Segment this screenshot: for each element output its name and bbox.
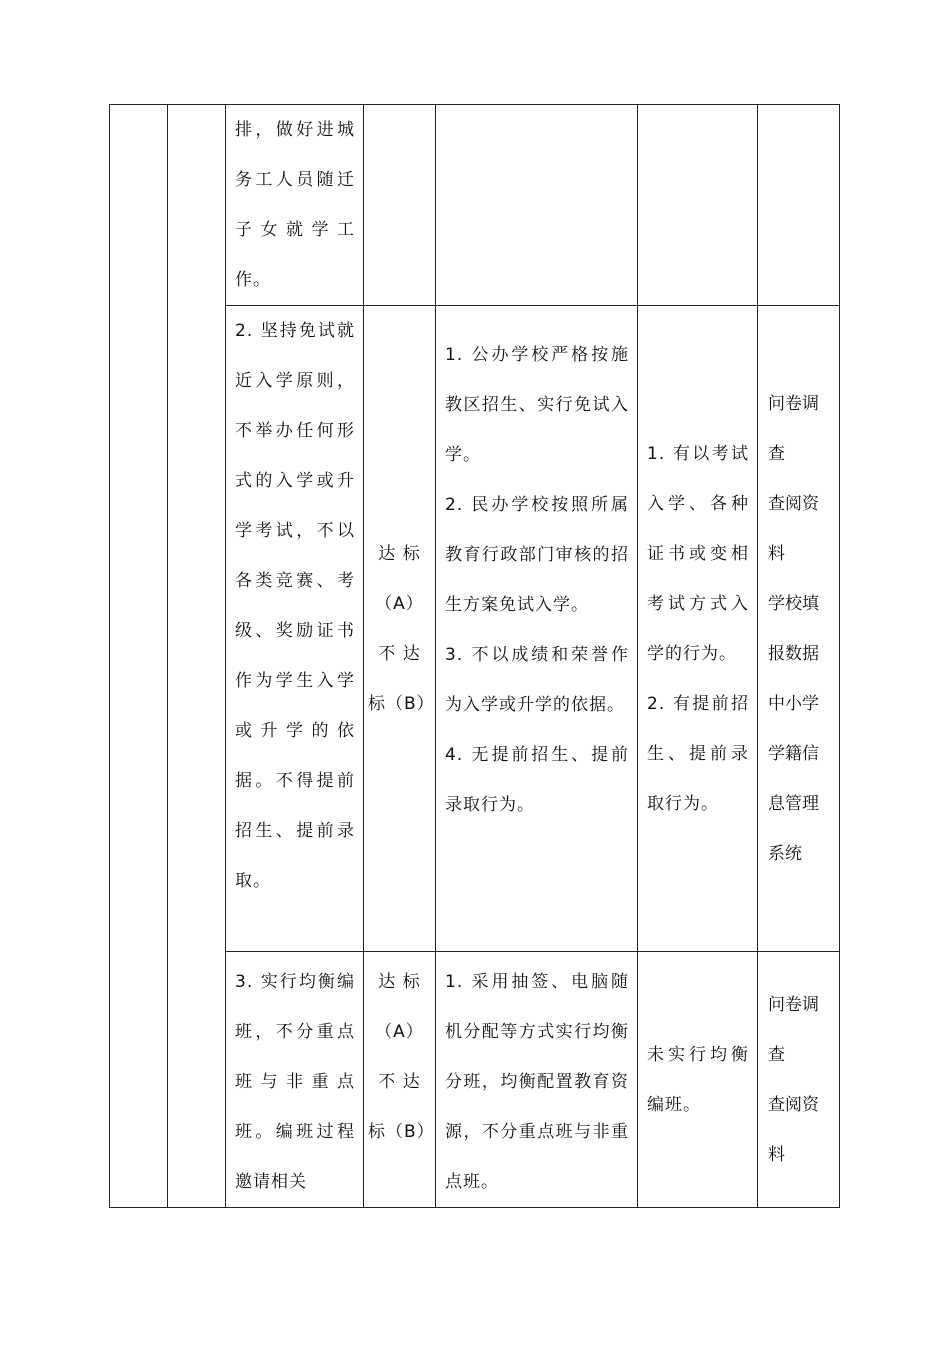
- method-line: 料: [768, 1144, 785, 1165]
- grade-line: （A）: [375, 593, 424, 614]
- criteria-item: 1. 采用抽签、电脑随机分配等方式实行均衡分班，均衡配置教育资源，不分重点班与非重点班。: [445, 972, 629, 1192]
- method-line: 系统: [768, 843, 802, 864]
- grade-line: 不 达: [378, 1072, 421, 1092]
- method-line: 查: [768, 443, 785, 464]
- criteria-item: 1. 公办学校严格按施教区招生、实行免试入学。: [445, 345, 629, 465]
- method-line: 查: [768, 1044, 785, 1065]
- table-row: [110, 105, 840, 306]
- criteria-cell: [436, 952, 638, 1208]
- criteria-cell: [436, 306, 638, 952]
- methods-cell: [758, 105, 840, 306]
- method-line: 中小学: [768, 693, 819, 714]
- issues-cell: [638, 306, 758, 952]
- grade-cell: [364, 952, 436, 1208]
- issues-cell: [638, 952, 758, 1208]
- content-text: 3. 实行均衡编班，不分重点班与非重点班。编班过程邀请相关: [235, 972, 355, 1192]
- issues-cell: [638, 105, 758, 306]
- content-cell: [226, 306, 364, 952]
- issue-item: 未实行均衡编班。: [647, 1044, 749, 1115]
- method-line: 查阅资: [768, 493, 819, 514]
- method-line: 报数据: [768, 643, 819, 664]
- method-line: 料: [768, 543, 785, 564]
- criteria-item: 2. 民办学校按照所属教育行政部门审核的招生方案免试入学。: [445, 495, 629, 615]
- criteria-cell: [436, 105, 638, 306]
- method-line: 问卷调: [768, 393, 819, 414]
- criteria-item: 3. 不以成绩和荣誉作为入学或升学的依据。: [445, 645, 629, 715]
- content-text: 排，做好进城务工人员随迁子女就学工作。: [235, 120, 355, 290]
- evaluation-table: [109, 104, 840, 1208]
- content-cell: [226, 105, 364, 306]
- criteria-item: 4. 无提前招生、提前录取行为。: [445, 745, 629, 815]
- method-line: 学校填: [768, 593, 819, 614]
- grade-cell: [364, 105, 436, 306]
- methods-cell: [758, 306, 840, 952]
- method-line: 息管理: [768, 793, 819, 814]
- grade-line: 不 达: [378, 643, 421, 664]
- subcategory-cell: [168, 105, 226, 1208]
- grade-cell: [364, 306, 436, 952]
- issue-item: 2. 有提前招生、提前录取行为。: [647, 693, 749, 814]
- method-line: 查阅资: [768, 1094, 819, 1115]
- grade-line: 标（B）: [368, 693, 435, 714]
- category-cell: [110, 105, 168, 1208]
- issue-item: 1. 有以考试入学、各种证书或变相考试方式入学的行为。: [647, 443, 749, 664]
- grade-line: 标（B）: [368, 1122, 435, 1142]
- method-line: 学籍信: [768, 743, 819, 764]
- method-line: 问卷调: [768, 994, 819, 1015]
- grade-line: （A）: [375, 1022, 424, 1042]
- methods-cell: [758, 952, 840, 1208]
- content-text: 2. 坚持免试就近入学原则，不举办任何形式的入学或升学考试，不以各类竞赛、考级、奖励证书作为学生入学或升学的依据。不得提前招生、提前录取。: [235, 321, 355, 891]
- content-cell: [226, 952, 364, 1208]
- grade-line: 达 标: [378, 543, 421, 564]
- grade-line: 达 标: [378, 972, 421, 992]
